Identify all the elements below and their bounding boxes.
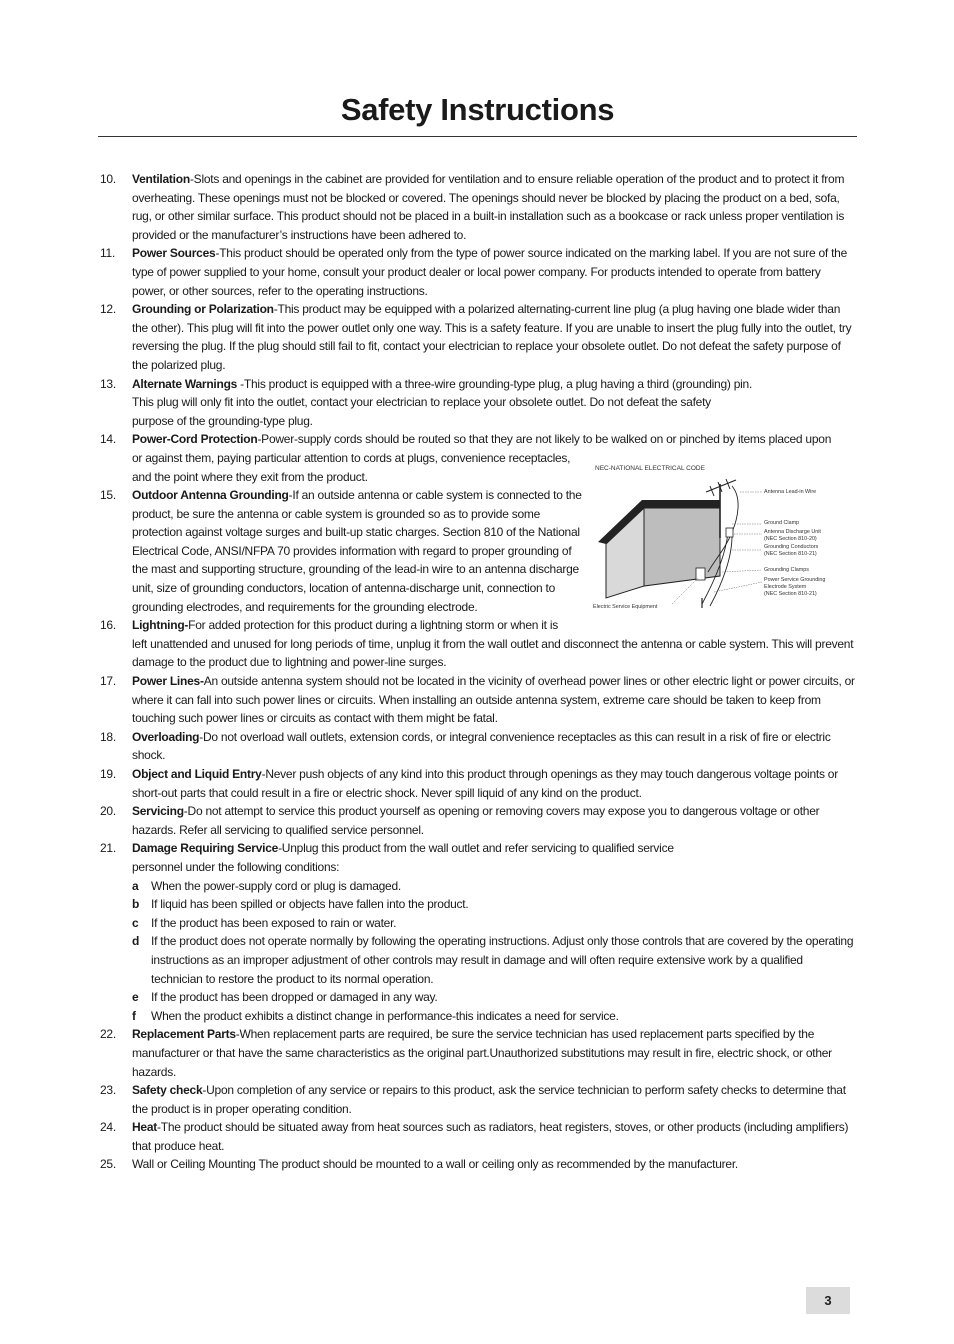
item-16	[0, 616, 856, 672]
condition-text: When the product exhibits a distinct change in performance-this indicates a need for service.	[151, 1008, 619, 1023]
item-number: 13.	[100, 376, 116, 391]
item-text-line: and the point where they exit from the product.	[132, 469, 368, 484]
condition-d	[132, 932, 856, 988]
item-21	[0, 839, 856, 1025]
label-grounding-clamps: Grounding Clamps	[764, 567, 809, 573]
instruction-list	[0, 170, 954, 1174]
item-heading: Power-Cord Protection	[132, 432, 258, 447]
label-ground-clamp: Ground Clamp	[764, 520, 800, 526]
label-electrode: Power Service Grounding	[764, 577, 826, 583]
item-number: 18.	[100, 729, 116, 744]
label-electrode-section: (NEC Section 810-21)	[764, 591, 817, 597]
page-number: 3	[806, 1287, 850, 1314]
condition-letter: e	[132, 990, 139, 1005]
item-10	[0, 170, 856, 244]
label-discharge-section: (NEC Section 810-20)	[764, 536, 817, 542]
item-text: An outside antenna system should not be located in the vicinity of overhead power lines or other electric light or power circuits, or where it can fall into such power lines or circuits. When installing an outside antenna system, extreme care should be taken to keep from touching such power lines or circuits as contact with them might be fatal.	[132, 674, 855, 726]
label-conductors-section: (NEC Section 810-21)	[764, 551, 817, 557]
item-18	[0, 728, 856, 765]
item-text: -Upon completion of any service or repairs to this product, ask the service technician to perform safety checks to determine that the product is in proper operating condition.	[132, 1083, 846, 1116]
item-11	[0, 244, 856, 300]
condition-text: When the power-supply cord or plug is damaged.	[151, 878, 401, 893]
item-number: 23.	[100, 1083, 116, 1098]
label-service-equipment: Electric Service Equipment	[593, 604, 658, 610]
item-heading: Heat	[132, 1120, 158, 1135]
item-text-line: This plug will only fit into the outlet, contact your electrician to replace your obsolete outlet. Do not defeat the safety	[132, 395, 711, 410]
item-number: 16.	[100, 618, 116, 633]
condition-text: If the product has been exposed to rain or water.	[151, 915, 397, 930]
condition-e	[132, 988, 856, 1007]
item-heading: Damage Requiring Service	[132, 841, 279, 856]
label-conductors: Grounding Conductors	[764, 544, 819, 550]
item-heading: Grounding or Polarization	[132, 302, 274, 317]
label-discharge-unit: Antenna Discharge Unit	[764, 529, 821, 535]
item-text: -Power-supply cords should be routed so that they are not likely to be walked on or pinched by items placed upon	[257, 432, 832, 447]
condition-letter: f	[132, 1008, 136, 1023]
item-text: -If an outside antenna or cable system is connected to the product, be sure the antenna or cable system is grounded so as to provide some protection against voltage surges and built-up static charges. Section 810 of the National Electrical Code, ANSI/NFPA 70 provides information with regard to proper grounding of the mast and supporting structure, grounding of the lead-in wire to an antenna discharge unit, size of grounding conductors, location of antenna-discharge unit, connection to grounding electrodes, and requirements for the grounding electrode.	[132, 488, 582, 614]
item-number: 12.	[100, 302, 116, 317]
item-number: 22.	[100, 1027, 116, 1042]
item-heading: Safety check	[132, 1083, 203, 1098]
item-heading: Lightning-	[132, 618, 189, 633]
condition-letter: c	[132, 915, 139, 930]
item-text: For added protection for this product during a lightning storm or when it is	[188, 618, 559, 633]
item-24	[0, 1118, 856, 1155]
item-23	[0, 1081, 856, 1118]
item-number: 24.	[100, 1120, 116, 1135]
condition-text: If liquid has been spilled or objects have fallen into the product.	[151, 897, 469, 912]
condition-text: If the product does not operate normally by following the operating instructions. Adjust only those controls that are covered by the operating instructions as an improper adjustment of other controls may result in damage and will often require extensive work by a qualified technician to restore the product to its normal operation.	[151, 934, 854, 986]
item-number: 14.	[100, 432, 116, 447]
label-lead-in: Antenna Lead-in Wire	[764, 489, 817, 495]
condition-letter: a	[132, 878, 139, 893]
label-electrode-system: Electrode System	[764, 584, 807, 590]
item-heading: Overloading	[132, 729, 200, 744]
antenna-element	[710, 486, 714, 496]
leader-line	[722, 570, 762, 572]
condition-text: If the product has been dropped or damaged in any way.	[151, 990, 438, 1005]
item-17	[0, 672, 856, 728]
title-rule	[98, 136, 857, 137]
item-25	[0, 1155, 856, 1174]
condition-a	[132, 877, 856, 896]
item-number: 21.	[100, 841, 116, 856]
item-text: -The product should be situated away from heat sources such as radiators, heat registers, stoves, or other products (including amplifiers) that produce heat.	[132, 1120, 849, 1153]
item-text: -This product should be operated only from the type of power source indicated on the marking label. If you are not sure of the type of power supplied to your home, consult your product dealer or local power company. For products intended to operate from battery power, or other sources, refer to the operating instructions.	[132, 246, 847, 298]
item-number: 10.	[100, 172, 116, 186]
item-heading: Servicing	[132, 804, 184, 819]
item-text: -This product is equipped with a three-wire grounding-type plug, a plug having a third (grounding) pin.	[237, 376, 753, 391]
item-heading: Ventilation	[132, 172, 190, 186]
item-number: 15.	[100, 488, 116, 503]
condition-c	[132, 914, 856, 933]
item-20	[0, 802, 856, 839]
item-text: -Slots and openings in the cabinet are provided for ventilation and to ensure reliable operation of the product and to protect it from overheating. These openings must not be blocked or covered. The openings should never be blocked by placing the product on a bed, sofa, rug, or other similar surface. This product should not be placed in a built-in installation such as a bookcase or rack unless proper ventilation is provided or the manufacturer’s instructions have been adhered to.	[132, 172, 845, 242]
item-text-line: purpose of the grounding-type plug.	[132, 413, 313, 428]
item-text: Wall or Ceiling Mounting The product should be mounted to a wall or ceiling only as recommended by the manufacturer.	[132, 1157, 739, 1172]
item-text: -Do not overload wall outlets, extension cords, or integral convenience receptacles as this can result in a risk of fire or electric shock.	[132, 729, 831, 763]
item-text: -Do not attempt to service this product yourself as opening or removing covers may expose you to dangerous voltage or other hazards. Refer all servicing to qualified service personnel.	[132, 804, 820, 837]
item-number: 20.	[100, 804, 116, 819]
item-number: 17.	[100, 674, 116, 689]
condition-b	[132, 895, 856, 914]
condition-letter: b	[132, 897, 140, 912]
page-title: Safety Instructions	[340, 92, 615, 127]
condition-letter: d	[132, 934, 140, 949]
discharge-unit	[726, 528, 733, 537]
item-number: 11.	[100, 246, 116, 261]
item-13	[0, 375, 856, 431]
item-heading: Object and Liquid Entry	[132, 767, 262, 781]
item-22	[0, 1025, 856, 1081]
item-body	[132, 486, 584, 616]
item-heading: Power Sources	[132, 246, 216, 261]
item-text-line: personnel under the following conditions:	[132, 859, 340, 874]
item-heading: Replacement Parts	[132, 1027, 236, 1042]
diagram-title: NEC-NATIONAL ELECTRICAL CODE	[595, 465, 705, 472]
service-box	[696, 568, 705, 580]
item-text-line: left unattended and unused for long periods of time, unplug it from the wall outlet and disconnect the antenna or cable system. This will prevent damage to the product due to lightning and power-line surges.	[132, 636, 854, 670]
house-wall-side	[644, 508, 720, 586]
item-text: -Never push objects of any kind into this product through openings as they may touch dangerous voltage points or short-out parts that could result in a fire or electric shock. Never spill liquid of any kind on the product.	[132, 767, 838, 800]
item-text: -This product may be equipped with a polarized alternating-current line plug (a plug having one blade wider than the other). This plug will fit into the power outlet only one way. This is a safety feature. If you are unable to insert the plug fully into the outlet, try reversing the plug. If the plug should still fail to fit, contact your electrician to replace your obsolete outlet. Do not defeat the safety purpose of the polarized plug.	[132, 302, 852, 372]
item-number: 19.	[100, 767, 116, 781]
item-heading: Power Lines-	[132, 674, 204, 689]
item-text: -Unplug this product from the wall outlet and refer servicing to qualified service	[278, 841, 674, 856]
item-12	[0, 300, 856, 374]
item-text-line: or against them, paying particular attention to cords at plugs, convenience receptacles,	[132, 450, 571, 465]
condition-f	[132, 1007, 856, 1026]
item-heading: Outdoor Antenna Grounding	[132, 488, 289, 503]
item-text: -When replacement parts are required, be sure the service technician has used replacement parts specified by the manufacturer or that have the same characteristics as the original part.Unauthorized substitutions may result in fire, electric shock, or other hazards.	[132, 1027, 832, 1079]
item-19	[0, 765, 856, 802]
item-number: 25.	[100, 1157, 116, 1172]
antenna-grounding-diagram	[592, 458, 852, 614]
item-heading: Alternate Warnings	[132, 376, 238, 391]
